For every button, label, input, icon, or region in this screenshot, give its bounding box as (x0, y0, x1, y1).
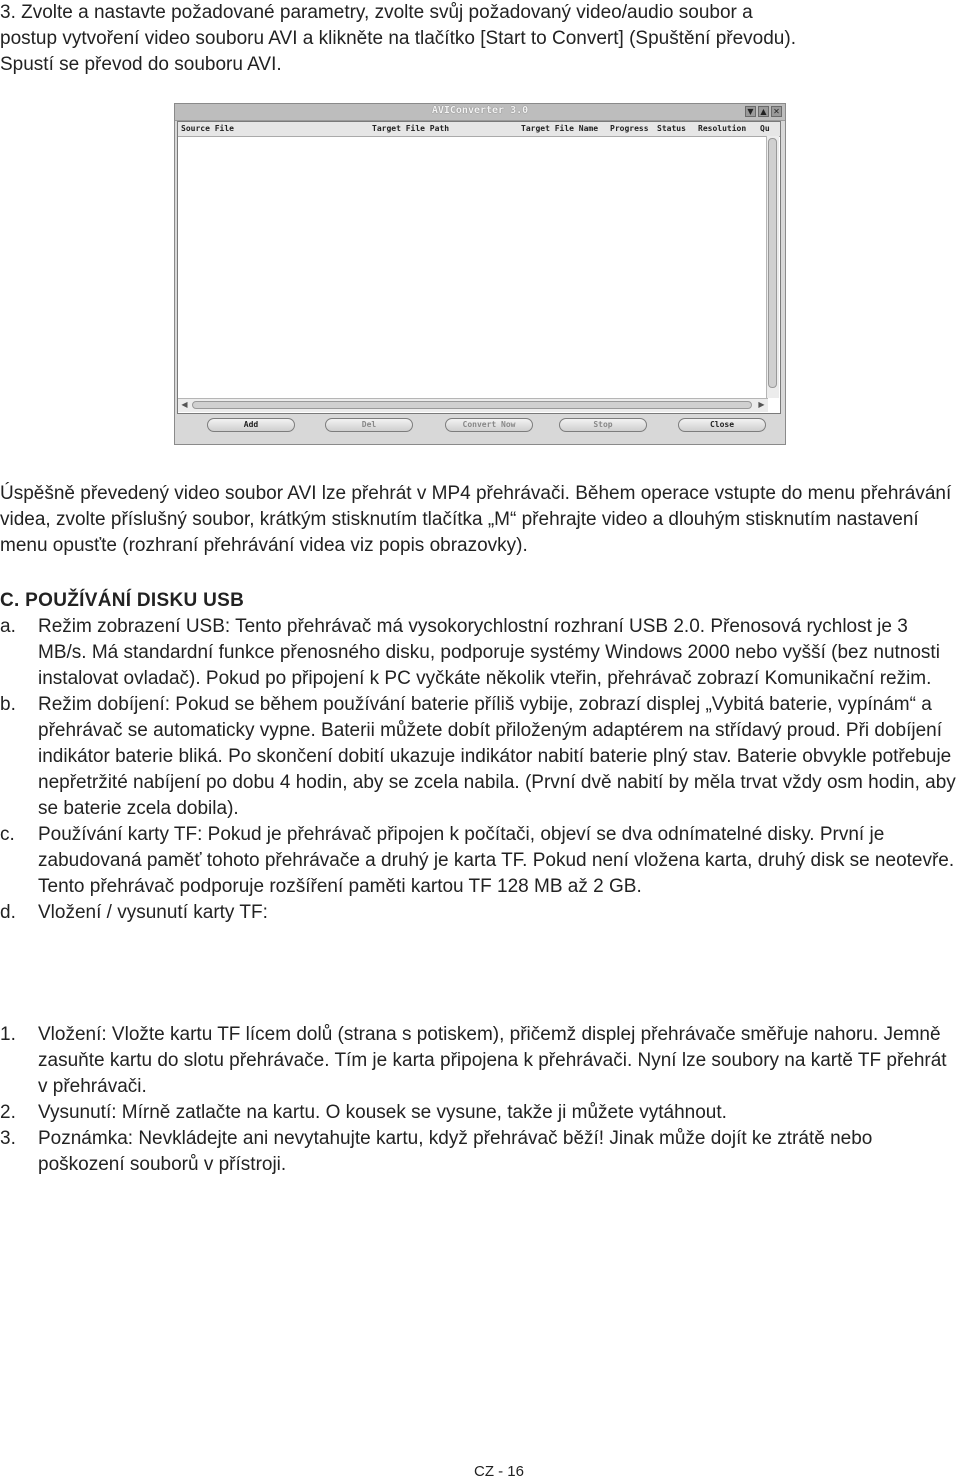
step-number: 3. (0, 1128, 16, 1149)
column-source-file: Source File (181, 124, 234, 133)
intro-paragraph (0, 0, 956, 78)
step-item (0, 1100, 956, 1126)
column-target-file-path: Target File Path (372, 124, 450, 133)
step-text: Poznámka: Nevkládejte ani nevytahujte kartu, když přehrávač běží! Jinak může dojít ke ztrátě nebo poškození souborů v přístroji. (38, 1128, 873, 1175)
del-button: Del (325, 418, 413, 432)
step-number: 1. (0, 1024, 16, 1045)
maximize-icon: ▲ (758, 106, 769, 117)
horizontal-scroll-thumb (192, 401, 752, 409)
vertical-scroll-thumb (768, 138, 777, 388)
window-button-row (175, 416, 785, 436)
playback-paragraph: Úspěšně převedený video soubor AVI lze přehrát v MP4 přehrávači. Během operace vstupte do menu přehrávání videa, zvolte příslušný soubor, krátkým stisknutím tlačítka „M“ přehrajte video a dlouhým stisknutím nastavení menu opusťte (rozhraní přehrávání videa viz popis obrazovky). (0, 483, 952, 556)
list-item-text: Režim zobrazení USB: Tento přehrávač má vysokorychlostní rozhraní USB 2.0. Přenosová rychlost je 3 MB/s. Má standardní funkce přenosného disku, podporuje systémy Windows 2000 nebo vyšší (bez nutnosti instalovat ovladač). Pokud po připojení k PC vyčkáte několik vteřin, přehrávač zobrazí Komunikační režim. (38, 616, 940, 689)
column-quality: Qu (760, 124, 770, 133)
column-status: Status (657, 124, 686, 133)
column-resolution: Resolution (698, 124, 747, 133)
list-item (0, 900, 956, 926)
window-title-bar (175, 104, 785, 121)
intro-line-1: 3. Zvolte a nastavte požadované parametry, zvolte svůj požadovaný video/audio soubor a (0, 2, 753, 23)
list-marker: a. (0, 616, 16, 637)
page-number: CZ - 16 (473, 1463, 524, 1480)
section-heading: C. POUŽÍVÁNÍ DISKU USB (0, 590, 245, 611)
page-footer (0, 1463, 960, 1481)
scroll-left-icon: ◀ (181, 400, 188, 409)
column-target-file-name: Target File Name (521, 124, 599, 133)
scroll-right-icon: ▶ (758, 400, 765, 409)
horizontal-scrollbar (178, 398, 768, 412)
list-item-text: Režim dobíjení: Pokud se během používání baterie příliš vybije, zobrazí displej „Vybitá baterie, vypínám“ a přehrávač se automaticky vypne. Baterii můžete dobít přiloženým adaptérem na střídavý proud. Při dobíjení indikátor baterie bliká. Po skončení dobití ukazuje indikátor nabití baterie plný stav. Baterie obvykle potřebuje nepřetržité nabíjení po dobu 4 hodin, aby se zcela nabila. (První dvě nabití by měla trvat vždy osm hodin, aby se baterie zcela dobila). (38, 694, 956, 819)
usb-list (0, 614, 956, 926)
list-marker: c. (0, 824, 15, 845)
column-progress: Progress (610, 124, 649, 133)
step-text: Vložení: Vložte kartu TF lícem dolů (strana s potiskem), přičemž displej přehrávače směřuje nahoru. Jemně zasuňte kartu do slotu přehrávače. Tím je karta připojena k přehrávači. Nyní lze soubory na kartě TF přehrát v přehrávači. (38, 1024, 947, 1097)
stop-button: Stop (559, 418, 647, 432)
list-item-text: Vložení / vysunutí karty TF: (38, 902, 268, 923)
list-marker: d. (0, 902, 16, 923)
step-number: 2. (0, 1102, 16, 1123)
step-item (0, 1126, 956, 1178)
list-marker: b. (0, 694, 16, 715)
list-item (0, 692, 956, 822)
step-item (0, 1022, 956, 1100)
tf-card-steps (0, 1022, 956, 1178)
vertical-scrollbar (766, 136, 779, 398)
convert-now-button: Convert Now (445, 418, 533, 432)
close-icon: ✕ (771, 106, 782, 117)
list-item (0, 614, 956, 692)
window-title: AVIConverter 3.0 (431, 105, 529, 116)
intro-line-2: postup vytvoření video souboru AVI a klikněte na tlačítko [Start to Convert] (Spuštění převodu). (0, 28, 796, 49)
add-button: Add (207, 418, 295, 432)
step-text: Vysunutí: Mírně zatlačte na kartu. O kousek se vysune, takže ji můžete vytáhnout. (38, 1102, 727, 1123)
file-list (177, 121, 781, 414)
intro-line-3: Spustí se převod do souboru AVI. (0, 54, 282, 75)
close-button: Close (678, 418, 766, 432)
list-item (0, 822, 956, 900)
column-headers (178, 122, 780, 137)
minimize-icon: ▼ (745, 106, 756, 117)
converter-window-screenshot (174, 103, 786, 445)
list-item-text: Používání karty TF: Pokud je přehrávač připojen k počítači, objeví se dva odnímatelné disky. První je zabudovaná paměť tohoto přehrávače a druhý je karta TF. Pokud není vložena karta, druhý disk se neotevře. Tento přehrávač podporuje rozšíření paměti kartou TF 128 MB až 2 GB. (38, 824, 955, 897)
